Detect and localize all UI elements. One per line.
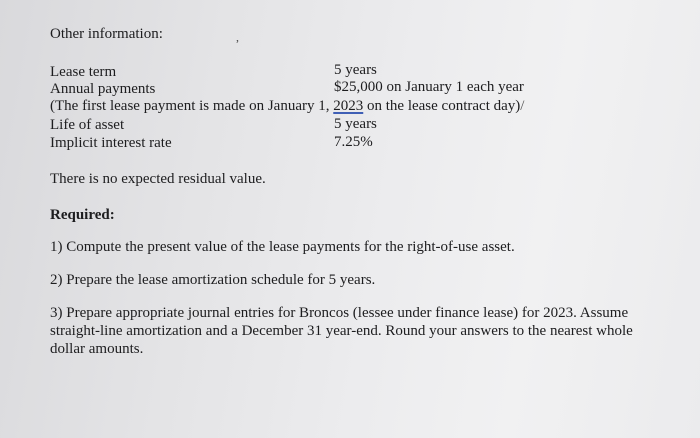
fact-label-lease-term: Lease term [50, 64, 117, 80]
question-1-after: the present value of the lease payments for the right-of-use asset. [125, 239, 515, 255]
question-3-line-1: 3) Prepare appropriate journal entries for Broncos (lessee under finance lease) for 2023. Assume [50, 305, 629, 321]
question-3-line-2: straight-line amortization and a December 31 year-end. Round your answers to the nearest whole [50, 323, 633, 339]
fact-value-life-of-asset: 5 years [334, 116, 377, 132]
fact-label-interest-rate: Implicit interest rate [50, 135, 172, 151]
payment-note-before: (The first lease payment is made on January 1, [50, 98, 334, 114]
check-mark: / [520, 98, 525, 114]
fact-label-annual-payments: Annual payments [50, 81, 156, 97]
fact-label-life-of-asset: Life of asset [50, 117, 125, 133]
payment-note-after: on the lease contract day) [363, 98, 521, 114]
question-3-line-3: dollar amounts. [50, 341, 144, 357]
section-heading: Other information: [50, 26, 163, 42]
pen-mark: , [236, 30, 239, 44]
question-1 [50, 239, 515, 256]
payment-note-year: 2023 [333, 98, 364, 114]
payment-note [50, 98, 524, 115]
required-heading: Required: [50, 207, 115, 223]
fact-value-interest-rate: 7.25% [334, 134, 373, 150]
question-2: 2) Prepare the lease amortization schedule for 5 years. [50, 272, 376, 288]
question-1-before: 1) Compute [50, 239, 122, 255]
fact-value-lease-term: 5 years [334, 62, 377, 78]
fact-value-annual-payments: $25,000 on January 1 each year [334, 79, 524, 95]
residual-value-note: There is no expected residual value. [50, 171, 266, 187]
